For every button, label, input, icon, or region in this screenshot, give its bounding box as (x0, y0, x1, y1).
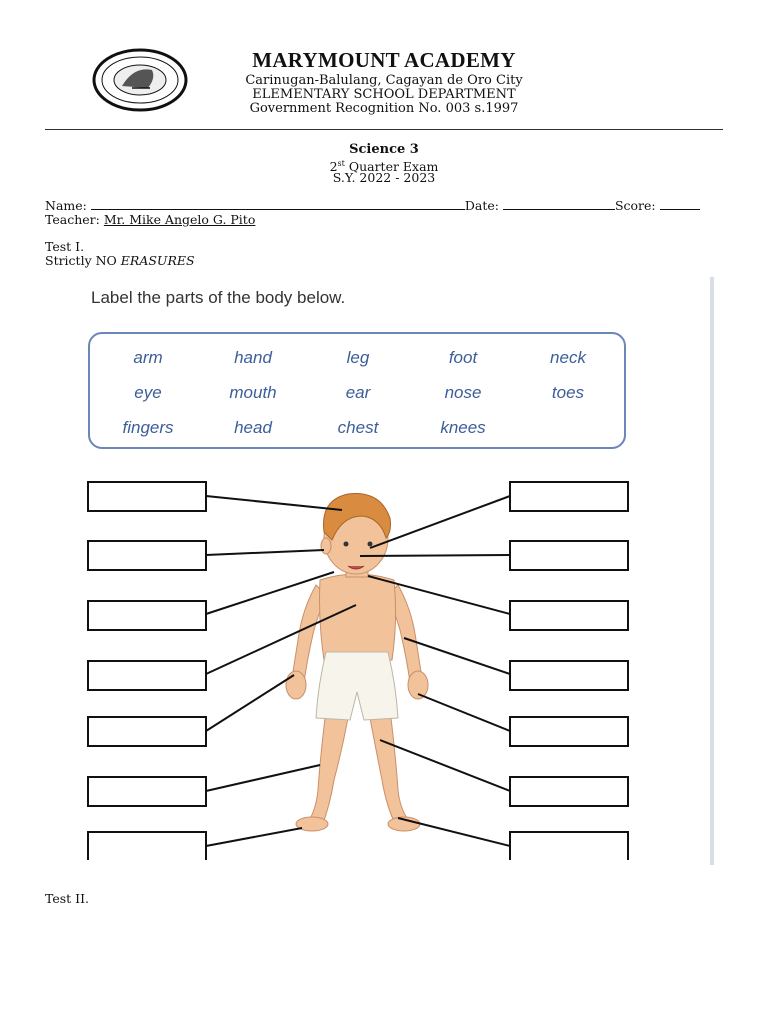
word-bank-item: knees (440, 418, 486, 437)
word-bank-item: eye (134, 383, 162, 402)
answer-box[interactable] (510, 717, 628, 746)
word-bank-item: head (234, 418, 272, 437)
instruction-text: Strictly NO (45, 253, 121, 268)
answer-box[interactable] (510, 832, 628, 860)
score-label: Score: (614, 198, 656, 213)
quarter-text: Quarter Exam (344, 159, 439, 175)
body-diagram (80, 460, 710, 860)
word-bank-item: arm (133, 348, 163, 367)
info-line (45, 199, 700, 213)
worksheet-title: Label the parts of the body below. (91, 288, 346, 307)
answer-box[interactable] (88, 541, 206, 570)
name-label: Name: (45, 198, 87, 213)
answer-box[interactable] (88, 601, 206, 630)
answer-box[interactable] (510, 601, 628, 630)
recognition: Government Recognition No. 003 s.1997 (249, 101, 519, 116)
teacher-label: Teacher: (45, 212, 100, 227)
teacher-line (45, 213, 255, 227)
test2-heading: Test II. (45, 891, 90, 906)
answer-box[interactable] (510, 661, 628, 690)
answer-box[interactable] (88, 661, 206, 690)
quarter-number: 2 (329, 159, 338, 175)
test1-instruction (45, 254, 195, 268)
answer-box[interactable] (88, 832, 206, 860)
word-bank-item: neck (550, 348, 586, 367)
answer-box[interactable] (88, 777, 206, 806)
answer-box[interactable] (510, 541, 628, 570)
word-bank-item: toes (551, 383, 585, 402)
score-blank[interactable] (660, 199, 700, 210)
school-year: S.Y. 2022 - 2023 (332, 170, 436, 185)
date-blank[interactable] (503, 199, 615, 210)
instruction-emphasis: ERASURES (120, 253, 195, 268)
school-address: Carinugan-Balulang, Cagayan de Oro City (245, 73, 523, 88)
word-bank-item: nose (444, 383, 482, 402)
word-bank-item: foot (448, 348, 478, 367)
department: ELEMENTARY SCHOOL DEPARTMENT (252, 87, 516, 102)
answer-box[interactable] (88, 482, 206, 511)
date-label: Date: (464, 198, 499, 213)
answer-box[interactable] (88, 717, 206, 746)
exam-subject: Science 3 (349, 142, 419, 157)
test1-heading: Test I. (45, 239, 85, 254)
worksheet-edge (710, 277, 714, 865)
word-bank-item: fingers (122, 418, 174, 437)
word-bank-item: mouth (229, 383, 277, 402)
word-bank-item: ear (345, 383, 371, 402)
word-bank-item: hand (234, 348, 272, 367)
header-divider (45, 129, 723, 130)
answer-box[interactable] (510, 482, 628, 511)
quarter-suffix: st (337, 159, 345, 168)
word-bank-item: leg (346, 348, 370, 367)
word-bank-item: chest (337, 418, 379, 437)
name-blank[interactable] (91, 199, 465, 210)
word-bank (88, 332, 626, 449)
teacher-name: Mr. Mike Angelo G. Pito (103, 212, 256, 227)
answer-box[interactable] (510, 777, 628, 806)
school-name: MARYMOUNT ACADEMY (252, 48, 516, 72)
